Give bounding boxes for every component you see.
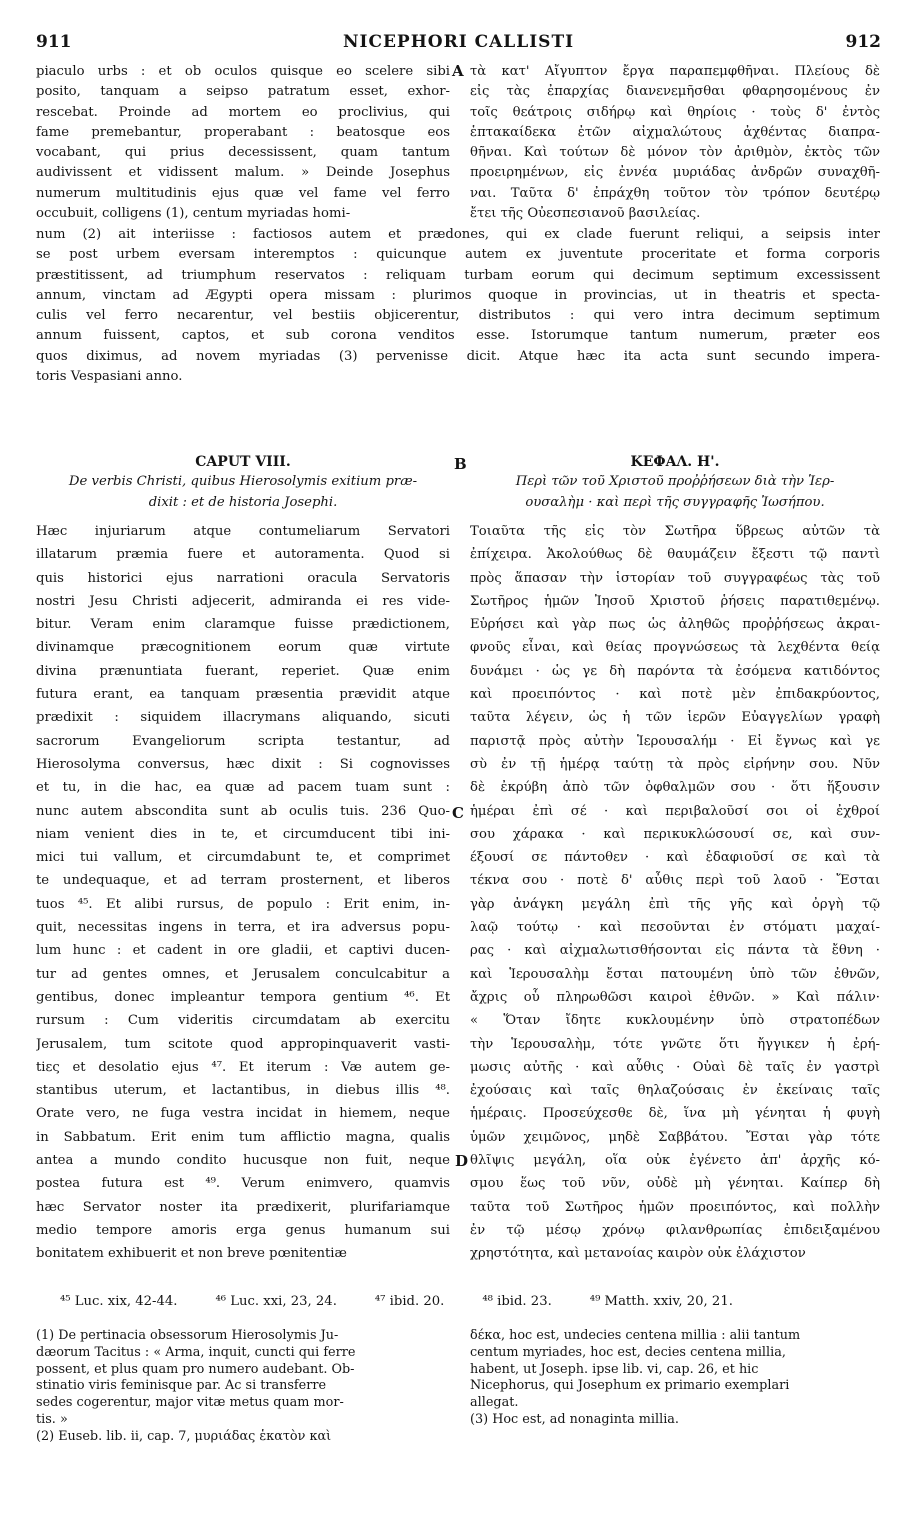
page-header: [36, 30, 881, 54]
greek-line: προειρημένων, εἰς ἐννέα μυριάδας ἀνδρῶν συναχθῆ-: [470, 165, 880, 181]
footnote-line-left: (1) De pertinacia obsessorum Hierosolymis Ju-: [36, 1328, 339, 1343]
greek-body-line: θλῖψις μεγάλη, οἵα οὐκ ἐγένετο ἀπ' ἀρχῆς κό-: [470, 1153, 880, 1169]
footnote-line-left: dæorum Tacitus : « Arma, inquit, cuncti qui ferre: [36, 1344, 356, 1360]
footnote-line-right: δέκα, hoc est, undecies centena millia : alii tantum: [470, 1328, 801, 1343]
latin-body-line: Orate vero, ne fuga vestra incidat in hiemem, neque: [36, 1106, 450, 1122]
latin-body-line: tuos ⁴⁵. Et alibi rursus, de populo : Erit enim, in-: [36, 896, 450, 912]
running-title: NICEPHORI CALLISTI: [342, 32, 575, 52]
latin-line: numerum multitudinis ejus quæ vel fame vel ferro: [36, 185, 450, 201]
greek-body-line: χρηστότητα, καὶ μετανοίας καιρὸν οὐκ ἐλάχιστον: [470, 1246, 806, 1262]
footnote-line-left: sedes cogerentur, major vitæ metus quam mor-: [36, 1395, 344, 1411]
latin-body-line: hæc Servator noster ita prædixerit, plurifariamque: [36, 1199, 450, 1215]
top-latin-column: [36, 62, 450, 224]
greek-body-line: ἐν τῷ μέσῳ χρόνῳ φιλανθρωπίας ἐπιδειξαμένου: [470, 1222, 880, 1238]
latin-body-line: postea futura est ⁴⁹. Verum enimvero, quamvis: [36, 1176, 450, 1192]
scripture-references: [60, 1292, 880, 1312]
full-width-line: annum fuissent, captos, et sub corona venditos esse. Istorumque tantum numerum, præter eos: [36, 328, 880, 344]
scripture-reference: ⁴⁵ Luc. xix, 42-44.: [60, 1294, 178, 1309]
latin-body-line: niam venient dies in te, et circumducent tibi ini-: [36, 826, 450, 842]
greek-body-line: Εὑρήσει καὶ γὰρ πως ὡς ἀληθῶς προῤῥήσεως ἀκραι-: [470, 617, 880, 633]
latin-body-line: Hierosolyma conversus, hæc dixit : Si cognovisses: [36, 756, 450, 772]
latin-body-line: divina prænuntiata fuerant, reperiet. Quæ enim: [36, 663, 450, 679]
latin-chapter-subtitle-2: dixit : et de historia Josephi.: [148, 494, 338, 510]
greek-body-line: παριστᾷ πρὸς αὐτὴν Ἱερουσαλήμ · Εἰ ἔγνως καὶ γε: [470, 733, 880, 749]
latin-body-line: nostri Jesu Christi adjecerit, admiranda ei res vide-: [36, 593, 450, 609]
latin-body-line: medio tempore amoris erga genus humanum sui: [36, 1222, 450, 1238]
latin-body-line: quit, necessitas ingens in terra, et ira adversus popu-: [36, 920, 450, 936]
greek-body-line: Τοιαῦτα τῆς εἰς τὸν Σωτῆρα ὕβρεως αὐτῶν τὰ: [470, 524, 880, 539]
greek-chapter-heading: [470, 452, 880, 513]
footnote-line-right: Nicephorus, qui Josephum ex primario exemplari: [470, 1378, 790, 1394]
greek-chapter-subtitle-2: ουσαλὴμ · καὶ περὶ τῆς συγγραφῆς Ἰωσήπου.: [525, 494, 825, 510]
latin-body-line: rursum : Cum videritis circumdatam ab exercitu: [36, 1013, 450, 1029]
full-width-line: toris Vespasiani anno.: [36, 369, 183, 385]
margin-marker-b: B: [454, 455, 467, 473]
footnote-line-left: possent, et plus quam pro numero audebant. Ob-: [36, 1361, 355, 1377]
latin-body-line: sacrorum Evangeliorum scripta testantur, ad: [36, 733, 450, 749]
latin-line: posito, tanquam a seipso patratum esset, exhor-: [36, 84, 450, 100]
greek-body-line: Σωτῆρος ἡμῶν Ἰησοῦ Χριστοῦ ῥήσεις παρατιθεμένῳ.: [470, 593, 880, 609]
latin-body-line: divinamque præcognitionem eorum quæ virtute: [36, 640, 450, 656]
footnote-line-right: habent, ut Joseph. ipse lib. vi, cap. 26, et hic: [470, 1361, 759, 1377]
greek-line: ἑπτακαίδεκα ἐτῶν αἰχμαλώτους ἀχθέντας διαπρα-: [470, 124, 880, 140]
greek-body-line: ἡμέραι ἐπὶ σέ · καὶ περιβαλοῦσί σοι οἱ ἐχθροί: [470, 803, 880, 819]
latin-body-line: Jerusalem, tum scitote quod appropinquaverit vasti-: [36, 1036, 450, 1052]
scripture-reference: ⁴⁹ Matth. xxiv, 20, 21.: [589, 1294, 733, 1309]
latin-body-line: quis historici ejus narrationi oracula Servatoris: [36, 570, 450, 586]
greek-body-line: σμου ἕως τοῦ νῦν, οὐδὲ μὴ γένηται. Καίπερ δὴ: [470, 1176, 880, 1192]
scripture-reference: ⁴⁷ ibid. 20.: [374, 1294, 445, 1309]
footnotes-right: [470, 1328, 880, 1429]
greek-line: ναι. Ταῦτα δ' ἐπράχθη τοῦτον τὸν τρόπον δευτέρῳ: [470, 185, 880, 201]
greek-body-line: ἡμέραις. Προσεύχεσθε δὲ, ἵνα μὴ γένηται ἡ φυγὴ: [470, 1106, 880, 1122]
margin-marker-a: A: [452, 62, 464, 80]
latin-body-line: mici tui vallum, et circumdabunt te, et comprimet: [36, 850, 450, 866]
full-width-line: num (2) ait interiisse : factiosos autem et prædones, qui ex clade fuerunt reliqui, a seipsis inter: [36, 227, 880, 242]
latin-chapter-title: CAPUT VIII.: [195, 454, 291, 470]
margin-marker-d: D: [455, 1152, 469, 1170]
scripture-reference: ⁴⁶ Luc. xxi, 23, 24.: [215, 1294, 337, 1309]
latin-line: vocabant, qui prius decessissent, quam tantum: [36, 145, 450, 161]
greek-body-line: ταῦτα λέγειν, ὡς ἡ τῶν ἱερῶν Εὐαγγελίων γραφὴ: [470, 710, 880, 726]
greek-body-line: λαῷ τούτῳ · καὶ πεσοῦνται ἐν στόματι μαχαί-: [470, 920, 880, 936]
latin-line: audivissent et vidissent malum. » Deinde Josephus: [36, 165, 450, 181]
greek-body-line: ἄχρις οὗ πληρωθῶσι καιροὶ ἐθνῶν. » Καὶ πάλιν·: [470, 989, 880, 1005]
full-width-line: culis vel ferro necarentur, vel bestiis objicerentur, distributos : qui vero intra decimum septimum: [36, 308, 880, 324]
footnote-line-left: tis. »: [36, 1411, 68, 1427]
scripture-reference: ⁴⁸ ibid. 23.: [482, 1294, 552, 1309]
latin-chapter-heading: [36, 452, 450, 513]
full-width-line: quos diximus, ad novem myriadas (3) pervenisse dicit. Atque hæc ita acta sunt secundo impera-: [36, 348, 880, 364]
latin-body-line: prædixit : siquidem illacrymans aliquando, sicuti: [36, 710, 450, 726]
greek-body-line: ταῦτα τοῦ Σωτῆρος ἡμῶν προειπόντος, καὶ πολλὴν: [470, 1199, 880, 1215]
greek-body-line: τέκνα σου · ποτὲ δ' αὖθις περὶ τοῦ λαοῦ · Ἔσται: [470, 873, 880, 889]
latin-chapter-subtitle-1: De verbis Christi, quibus Hierosolymis exitium præ-: [68, 474, 418, 490]
full-width-paragraph: [36, 225, 880, 387]
greek-line: εἰς τὰς ἐπαρχίας διανενεμῆσθαι φθαρησομένους ἐν: [470, 84, 880, 100]
latin-line: fame premebantur, properabant : beatosque eos: [36, 124, 450, 140]
footnote-line-right: centum myriades, hoc est, decies centena millia,: [470, 1344, 786, 1360]
greek-body-line: σὺ ἐν τῇ ἡμέρᾳ ταύτῃ τὰ πρὸς εἰρήνην σου. Νῦν: [470, 756, 880, 772]
latin-body-line: illatarum præmia fuere et autoramenta. Quod si: [36, 547, 450, 563]
greek-body-line: ρας · καὶ αἰχμαλωτισθήσονται εἰς πάντα τὰ ἔθνη ·: [470, 943, 880, 959]
footnote-line-right: (3) Hoc est, ad nonaginta millia.: [470, 1411, 679, 1427]
latin-body-line: futura erant, ea tanquam præsentia prævidit atque: [36, 687, 450, 703]
latin-body-line: et tu, in die hac, ea quæ ad pacem tuam sunt :: [36, 780, 450, 796]
footnote-line-left: stinatio viris feminisque par. Ac si transferre: [36, 1378, 327, 1394]
greek-body-line: τὴν Ἱερουσαλὴμ, τότε γνῶτε ὅτι ἤγγικεν ἡ ἐρή-: [470, 1036, 880, 1052]
latin-body-line: te undequaque, et ad terram prosternent, et liberos: [36, 873, 450, 889]
greek-chapter-title: ΚΕΦΑΛ. Η'.: [630, 454, 720, 470]
greek-body-line: « Ὅταν ἴδητε κυκλουμένην ὑπὸ στρατοπέδων: [470, 1013, 880, 1029]
greek-body-line: καὶ Ἱερουσαλὴμ ἔσται πατουμένη ὑπὸ τῶν ἐθνῶν,: [470, 966, 880, 982]
greek-body-line: καὶ προειπόντος · καὶ ποτὲ μὲν ἐπιδακρύοντος,: [470, 687, 880, 703]
latin-body-line: Hæc injuriarum atque contumeliarum Servatori: [36, 524, 450, 539]
greek-body-line: δὲ ἐκρύβη ἀπὸ τῶν ὀφθαλμῶν σου · ὅτι ἥξουσιν: [470, 780, 880, 796]
latin-body-column: [36, 520, 450, 1266]
latin-body-line: bonitatem exhibuerit et non breve pœnitentiæ: [36, 1246, 347, 1262]
greek-chapter-subtitle-1: Περὶ τῶν τοῦ Χριστοῦ προῤῥήσεων διὰ τὴν Ἱερ-: [515, 474, 835, 490]
latin-body-line: bitur. Veram enim claramque fuisse prædictionem,: [36, 617, 450, 633]
greek-body-line: σου χάρακα · καὶ περικυκλώσουσί σε, καὶ συν-: [470, 826, 880, 842]
margin-marker-c: C: [452, 804, 464, 822]
greek-body-line: έξουσί σε πάντοθεν · καὶ ἐδαφιοῦσί σε καὶ τὰ: [470, 850, 880, 866]
latin-line: rescebat. Proinde ad mortem eo proclivius, qui: [36, 104, 450, 120]
latin-line: piaculo urbs : et ob oculos quisque eo scelere sibi: [36, 64, 450, 79]
full-width-line: se post urbem eversam interemptos : quicunque autem ex juventute proceritate et forma corporis: [36, 247, 880, 263]
latin-body-line: in Sabbatum. Erit enim tum afflictio magna, qualis: [36, 1129, 450, 1145]
greek-line: ἔτει τῆς Οὐεσπεσιανοῦ βασιλείας.: [470, 206, 701, 222]
latin-body-line: tur ad gentes omnes, et Jerusalem conculcabitur a: [36, 966, 450, 982]
latin-body-line: antea a mundo condito hucusque non fuit, neque: [36, 1153, 450, 1169]
greek-body-line: ἐπίχειρα. Ἀκολούθως δὲ θαυμάζειν ἔξεστι τῷ παντὶ: [470, 547, 880, 563]
greek-line: τοῖς θεάτροις σιδήρῳ καὶ θηρίοις · τοὺς δ' ἐντὸς: [470, 104, 880, 120]
latin-body-line: tiες et desolatio ejus ⁴⁷. Et iterum : Væ autem ge-: [36, 1059, 450, 1075]
greek-body-line: δυνάμει · ὡς γε δὴ παρόντα τὰ ἐσόμενα κατιδόντος: [470, 663, 880, 679]
latin-body-line: stantibus uterum, et lactantibus, in diebus illis ⁴⁸.: [36, 1083, 450, 1099]
top-greek-column: [470, 62, 880, 224]
page-number-right: 912: [845, 32, 881, 52]
greek-body-line: ὑμῶν χειμῶνος, μηδὲ Σαββάτου. Ἔσται γὰρ τότε: [470, 1129, 880, 1145]
greek-line: θῆναι. Καὶ τούτων δὲ μόνον τὸν ἀριθμὸν, ἐκτὸς τῶν: [470, 145, 880, 161]
greek-body-line: φνοῦς εἶναι, καὶ θείας προγνώσεως τὰ λεχθέντα θείᾳ: [470, 640, 880, 656]
latin-body-line: gentibus, donec impleantur tempora gentium ⁴⁶. Et: [36, 989, 450, 1005]
latin-body-line: nunc autem abscondita sunt ab oculis tuis. 236 Quo-: [36, 803, 450, 819]
greek-line: τὰ κατ' Αἴγυπτον ἔργα παραπεμφθῆναι. Πλείους δὲ: [470, 64, 880, 79]
footnotes-left: [36, 1328, 454, 1446]
greek-body-line: πρὸς ἅπασαν τὴν ἱστορίαν τοῦ συγγραφέως τὰς τοῦ: [470, 570, 880, 586]
latin-line: occubuit, colligens (1), centum myriadas homi-: [36, 206, 351, 222]
full-width-line: annum, vinctam ad Ægypti opera missam : plurimos quoque in provincias, ut in theatris et specta-: [36, 287, 880, 303]
page-number-left: 911: [36, 32, 72, 52]
greek-body-line: μωσις αὐτῆς · καὶ αὖθις · Οὐαὶ δὲ ταῖς ἐν γαστρὶ: [470, 1059, 880, 1075]
footnote-line-right: allegat.: [470, 1395, 519, 1411]
footnote-line-left: (2) Euseb. lib. ii, cap. 7, μυριάδας ἑκατὸν καὶ: [36, 1428, 332, 1444]
greek-body-line: γὰρ ἀνάγκη μεγάλη ἐπὶ τῆς γῆς καὶ ὀργὴ τῷ: [470, 896, 880, 912]
greek-body-line: ἐχούσαις καὶ ταῖς θηλαζούσαις ἐν ἐκείναις ταῖς: [470, 1083, 880, 1099]
greek-body-column: [470, 520, 880, 1266]
full-width-line: præstitissent, ad triumphum reservatos : reliquam turbam eorum qui decimum septimum excessissent: [36, 267, 880, 283]
latin-body-line: lum hunc : et cadent in ore gladii, et captivi ducen-: [36, 943, 450, 959]
